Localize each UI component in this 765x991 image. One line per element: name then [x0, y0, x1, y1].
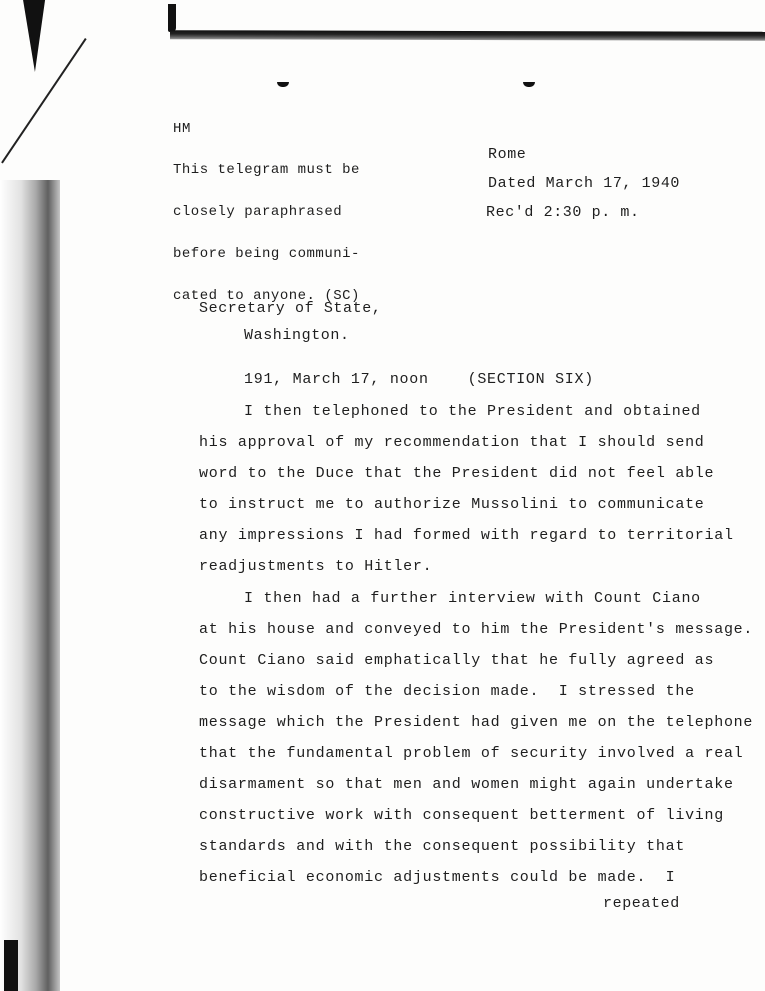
- handling-note-line: This telegram must be: [173, 162, 360, 178]
- addressee-city: Washington.: [244, 327, 350, 344]
- body-line: to instruct me to authorize Mussolini to communicate: [199, 496, 705, 513]
- body-line: to the wisdom of the decision made. I stressed the: [199, 683, 695, 700]
- handling-note-line: before being communi-: [173, 246, 360, 262]
- dated-line: Dated March 17, 1940: [488, 175, 681, 192]
- body-line: his approval of my recommendation that I should send: [199, 434, 705, 451]
- origin-city: Rome: [488, 146, 527, 163]
- body-line: message which the President had given me on the telephone: [199, 714, 754, 731]
- scan-top-bar: [170, 30, 765, 41]
- scan-left-edge-mark: [4, 940, 18, 991]
- body-line: Count Ciano said emphatically that he fully agreed as: [199, 652, 715, 669]
- body-line: that the fundamental problem of security involved a real: [199, 745, 744, 762]
- punch-mark-right: [523, 82, 535, 87]
- received-line: Rec'd 2:30 p. m.: [486, 204, 640, 221]
- handling-note-line: closely paraphrased: [173, 204, 343, 220]
- body-line: readjustments to Hitler.: [199, 558, 433, 575]
- continuation-word: repeated: [603, 895, 680, 912]
- body-line: I then telephoned to the President and obtained: [244, 403, 701, 420]
- scan-top-tick: [168, 4, 176, 32]
- scan-left-edge-shadow: [0, 180, 60, 991]
- punch-mark-left: [277, 82, 289, 87]
- body-line: constructive work with consequent betterment of living: [199, 807, 724, 824]
- body-line: I then had a further interview with Count Ciano: [244, 590, 701, 607]
- addressee-title: Secretary of State,: [199, 300, 382, 317]
- reference-line: 191, March 17, noon (SECTION SIX): [244, 371, 594, 388]
- handling-note-line: cated to anyone. (SC): [173, 288, 360, 304]
- scan-corner-artifact: [13, 0, 45, 72]
- body-line: disarmament so that men and women might again undertake: [199, 776, 734, 793]
- body-line: beneficial economic adjustments could be made. I: [199, 869, 676, 886]
- body-line: any impressions I had formed with regard to territorial: [199, 527, 734, 544]
- body-line: at his house and conveyed to him the President's message.: [199, 621, 754, 638]
- routing-code: HM: [173, 121, 192, 137]
- body-line: word to the Duce that the President did not feel able: [199, 465, 715, 482]
- body-line: standards and with the consequent possibility that: [199, 838, 686, 855]
